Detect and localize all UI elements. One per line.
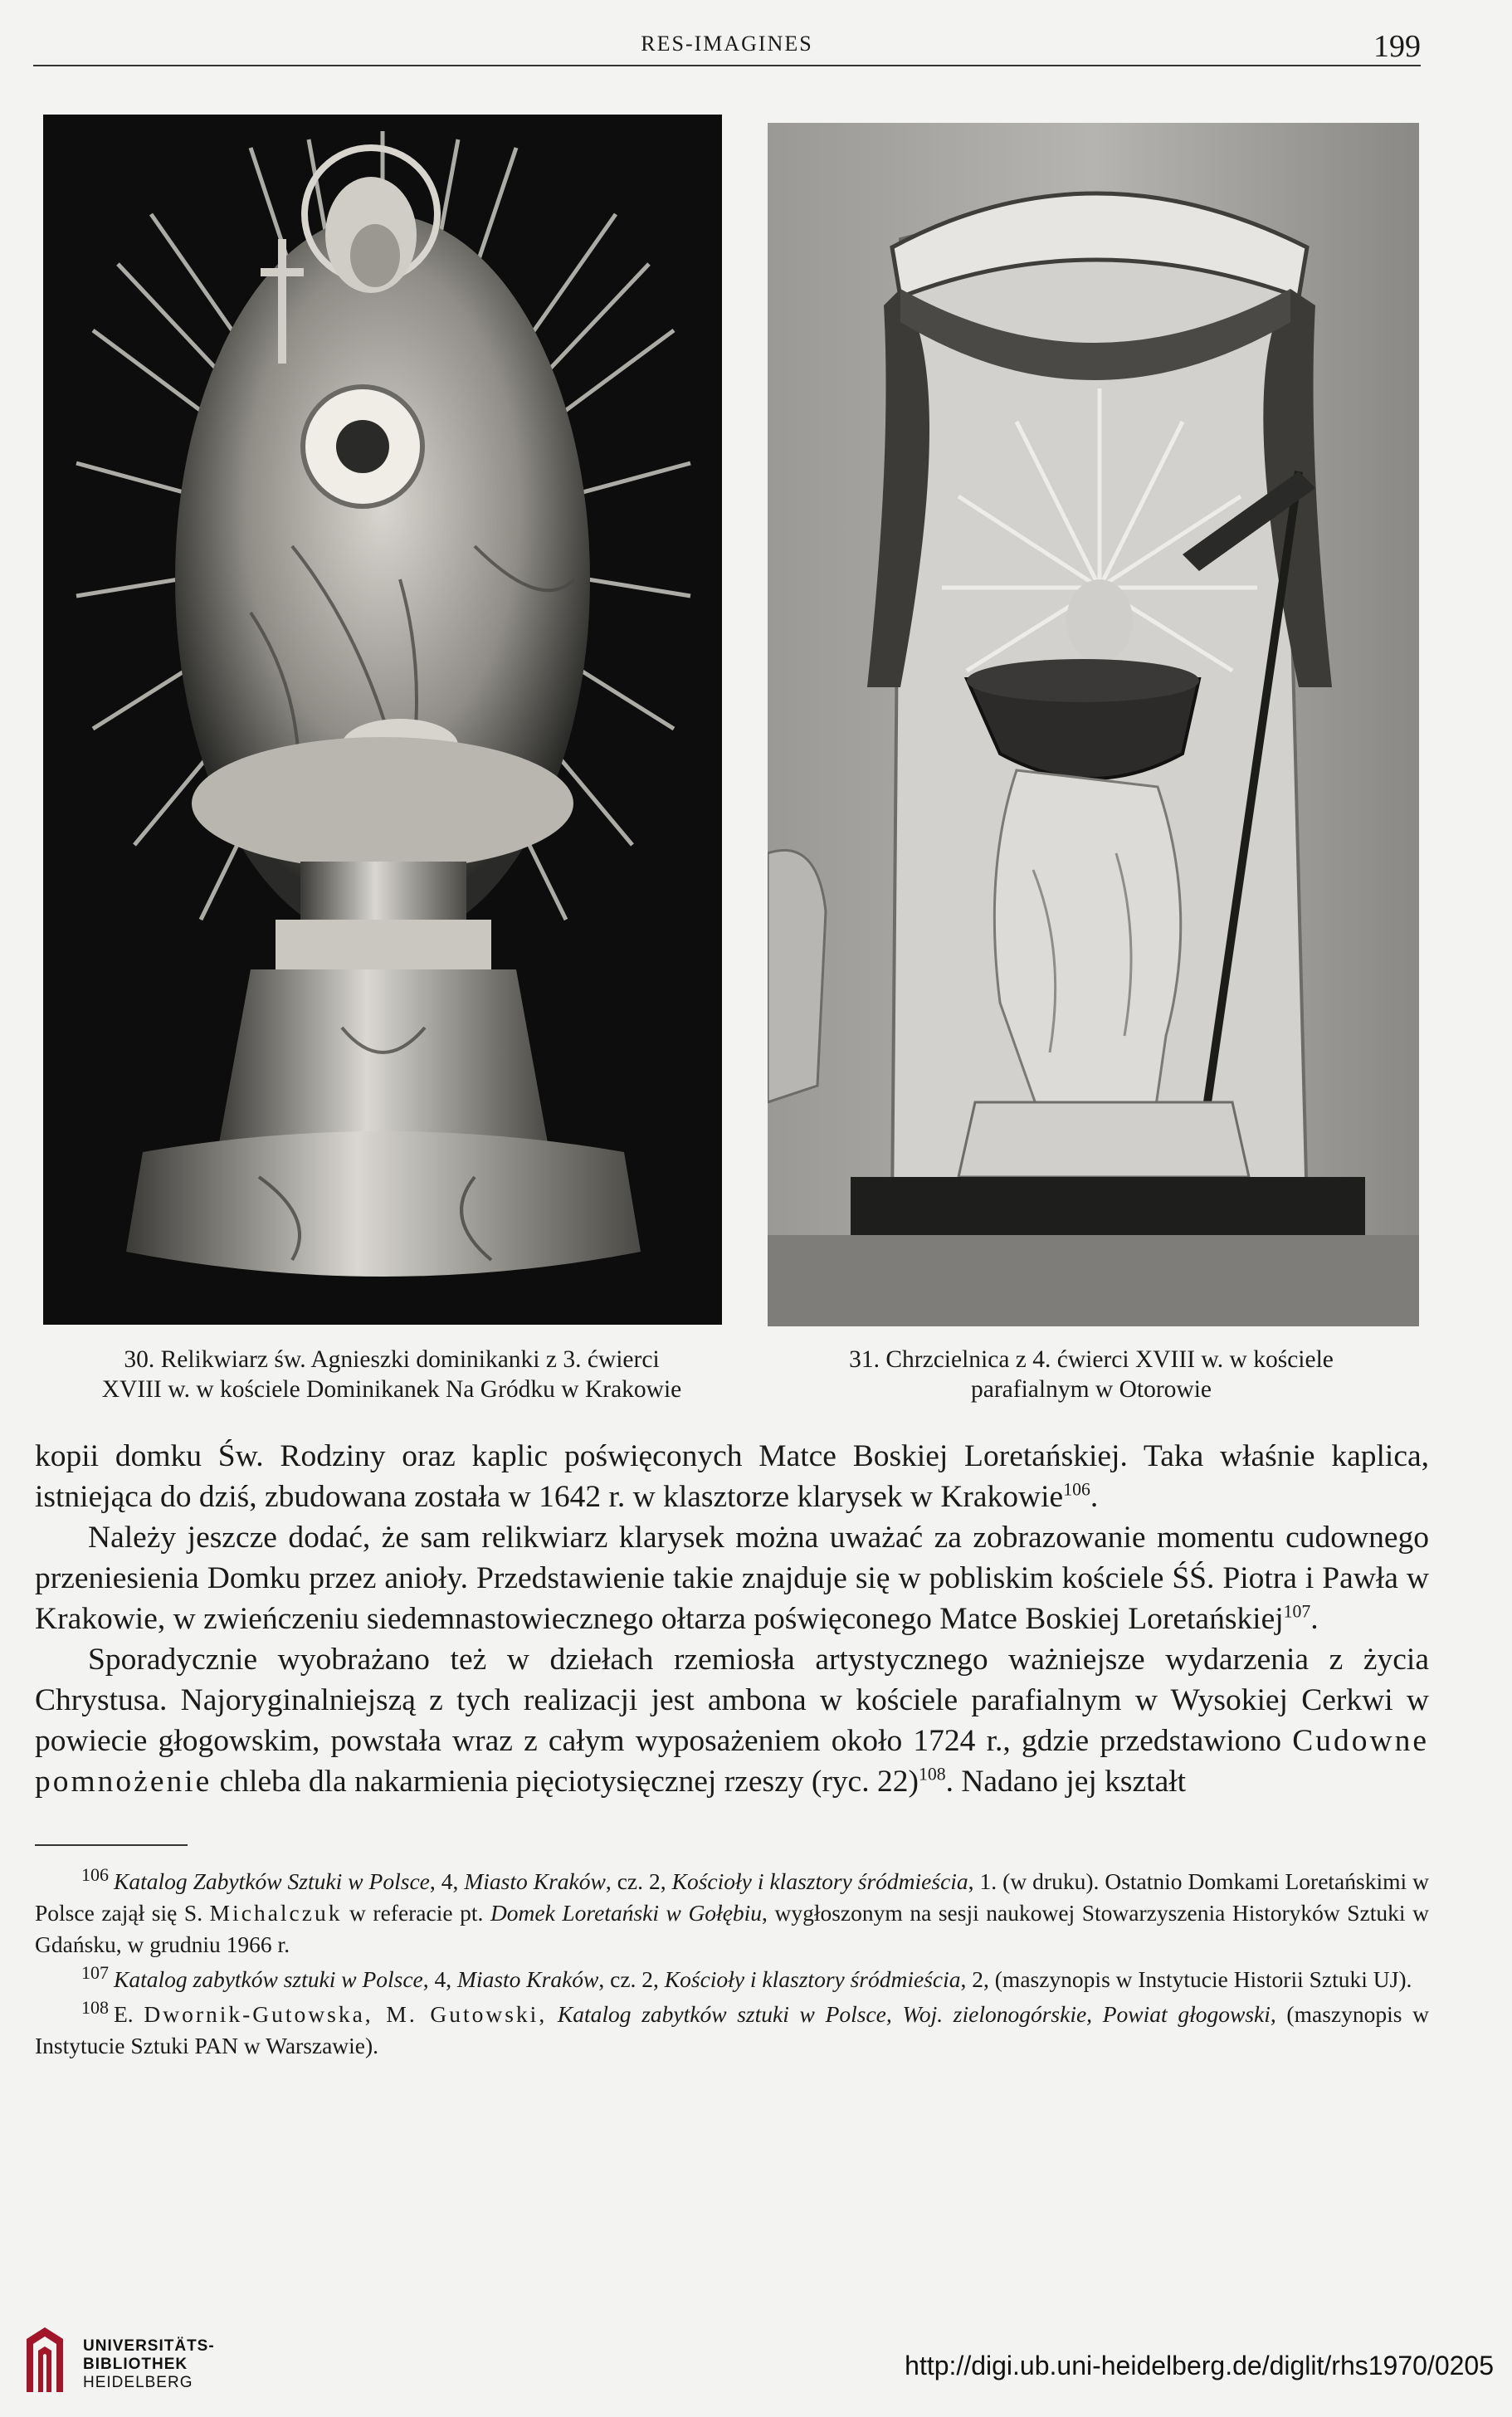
footnote-text: , 4,	[422, 1966, 458, 1992]
footnote-text: , 1. (w druku). Ostatnio Domkami Loretańskimi w Polsce zajął się S.	[35, 1868, 1429, 1926]
footnote-ref: 106	[1063, 1479, 1090, 1500]
footnote-ref: 107	[1283, 1601, 1311, 1622]
paragraph-text: kopii domku Św. Rodziny oraz kaplic poświęconych Matce Boskiej Loretańskiej. Taka właśnie kaplica, istniejąca do dziś, zbudowana została w 1642 r. w klasztorze klarysek w Krakowie	[35, 1439, 1429, 1514]
footnote-text	[547, 2001, 558, 2027]
footnote-text: , 4,	[429, 1868, 465, 1894]
page-number: 199	[1373, 29, 1421, 64]
footnote-number: 106	[81, 1863, 109, 1885]
paragraph	[35, 1436, 1429, 1517]
footnote-author: Dwornik-Gutowska, M. Gutowski,	[144, 2001, 548, 2027]
footnote-text: w referacie pt.	[342, 1900, 490, 1926]
footnote-italic: Miasto Kraków	[464, 1868, 606, 1894]
footnote-author: Michalczuk	[209, 1900, 343, 1926]
library-name-line: UNIVERSITÄTS-	[83, 2337, 215, 2355]
footnote-text: , 2, (maszynopis w Instytucie Historii Sztuki UJ).	[960, 1966, 1412, 1992]
digitization-footer	[0, 2307, 1512, 2417]
caption-line: parafialnym w Otorowie	[971, 1376, 1212, 1403]
library-name	[83, 2337, 215, 2392]
paragraph-text: chleba dla nakarmienia pięciotysięcznej rzeszy (ryc. 22)	[212, 1765, 919, 1799]
paragraph-text: . Nadano jej kształt	[945, 1765, 1187, 1799]
footnote-italic: Katalog zabytków sztuki w Polsce, Woj. zielonogórskie, Powiat głogowski,	[557, 2001, 1276, 2027]
caption-line: 30. Relikwiarz św. Agnieszki dominikanki z 3. ćwierci	[124, 1346, 660, 1373]
footnote-divider	[35, 1844, 188, 1846]
footnote-ref: 108	[918, 1764, 946, 1785]
page-header	[33, 29, 1421, 66]
footnote-108	[35, 1996, 1429, 2062]
footnote-text: , wygłoszonym na sesji naukowej Stowarzyszenia Historyków Sztuki w Gdańsku, w grudniu 1966 r.	[35, 1900, 1429, 1957]
library-logo-icon	[20, 2322, 70, 2397]
paragraph-text: .	[1090, 1480, 1099, 1514]
spaced-emphasis: Cudowne pomnożenie	[35, 1724, 1429, 1799]
footnote-italic: Miasto Kraków	[457, 1966, 599, 1992]
caption-line: XVIII w. w kościele Dominikanek Na Gródku w Krakowie	[101, 1376, 682, 1403]
footnote-text: E.	[114, 2001, 144, 2027]
source-url-link[interactable]: http://digi.ub.uni-heidelberg.de/diglit/rhs1970/0205	[905, 2351, 1494, 2380]
footnote-italic: Domek Loretański w Gołębiu	[490, 1900, 763, 1926]
footnote-italic: Kościoły i klasztory śródmieścia	[671, 1868, 968, 1894]
footnote-italic: Katalog Zabytków Sztuki w Polsce	[114, 1868, 430, 1894]
running-head: RES-IMAGINES	[641, 32, 813, 56]
footnote-106	[35, 1863, 1429, 1960]
figure-30-photo	[43, 115, 722, 1325]
library-name-line: HEIDELBERG	[83, 2374, 193, 2391]
paragraph-text: Należy jeszcze dodać, że sam relikwiarz klarysek można uważać za zobrazowanie momentu cudownego przeniesienia Domku przez anioły. Przedstawienie takie znajduje się w pobliskim kościele ŚŚ. Piotra i Pawła w Krakowie, w zwieńczeniu siedemnastowiecznego ołtarza poświęconego Matce Boskiej Loretańskiej	[35, 1521, 1429, 1636]
body-text	[35, 1436, 1429, 1802]
paragraph	[35, 1639, 1429, 1802]
paragraph-text: .	[1310, 1602, 1319, 1636]
footnote-number: 108	[81, 1996, 109, 2018]
footnote-text: , cz. 2,	[605, 1868, 672, 1894]
library-name-line: BIBLIOTHEK	[83, 2356, 188, 2373]
footnote-italic: Katalog zabytków sztuki w Polsce	[114, 1966, 423, 1992]
footnote-italic: Kościoły i klasztory śródmieścia	[664, 1966, 961, 1992]
figure-30-caption	[35, 1345, 749, 1404]
footnote-text: , cz. 2,	[598, 1966, 665, 1992]
paragraph	[35, 1517, 1429, 1639]
figure-31-photo	[768, 123, 1419, 1326]
figure-31-caption	[768, 1345, 1415, 1404]
paragraph-text: Sporadycznie wyobrażano też w dziełach rzemiosła artystycznego ważniejsze wydarzenia z życia Chrystusa. Najoryginalniejszą z tych realizacji jest ambona w kościele parafialnym w Wysokiej Cerkwi w powiecie głogowskim, powstała wraz z całym wyposażeniem około 1724 r., gdzie przedstawiono	[35, 1643, 1429, 1758]
footnote-107	[35, 1961, 1429, 1995]
caption-line: 31. Chrzcielnica z 4. ćwierci XVIII w. w kościele	[849, 1346, 1334, 1373]
footnote-text: (maszynopis w Instytucie Sztuki PAN w Warszawie).	[35, 2001, 1429, 2058]
footnotes	[35, 1863, 1429, 2065]
footnote-number: 107	[81, 1961, 109, 1983]
